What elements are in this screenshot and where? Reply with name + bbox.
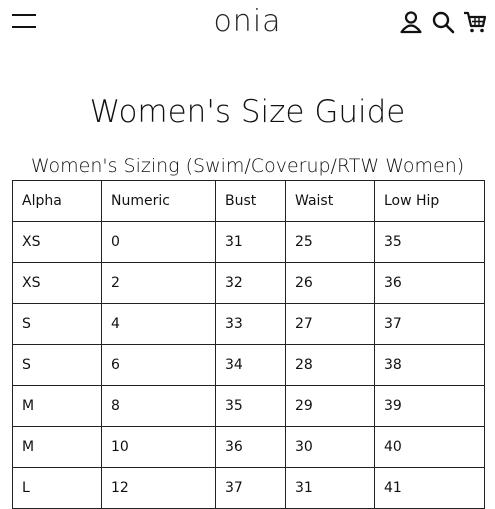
cell-alpha: M	[13, 427, 102, 468]
page-title: Women's Size Guide	[89, 94, 406, 130]
cell-bust: 37	[216, 468, 286, 509]
column-header-bust: Bust	[216, 181, 286, 222]
cell-alpha: S	[13, 345, 102, 386]
cell-low-hip: 36	[375, 263, 485, 304]
cell-low-hip: 38	[375, 345, 485, 386]
cell-waist: 28	[286, 345, 375, 386]
cell-waist: 29	[286, 386, 375, 427]
column-header-waist: Waist	[286, 181, 375, 222]
cell-alpha: M	[13, 386, 102, 427]
search-icon[interactable]	[431, 10, 455, 34]
cell-bust: 34	[216, 345, 286, 386]
size-table	[12, 180, 485, 509]
column-header-low-hip: Low Hip	[375, 181, 485, 222]
table-row	[13, 345, 485, 386]
cell-low-hip: 40	[375, 427, 485, 468]
table-row	[13, 304, 485, 345]
cell-low-hip: 41	[375, 468, 485, 509]
table-row	[13, 468, 485, 509]
site-header	[0, 0, 495, 50]
table-row	[13, 427, 485, 468]
cell-alpha: XS	[13, 263, 102, 304]
cell-low-hip: 35	[375, 222, 485, 263]
cell-bust: 31	[216, 222, 286, 263]
cell-waist: 25	[286, 222, 375, 263]
cell-numeric: 2	[102, 263, 216, 304]
cell-numeric: 0	[102, 222, 216, 263]
table-row	[13, 386, 485, 427]
cell-waist: 27	[286, 304, 375, 345]
cart-icon[interactable]	[463, 10, 487, 34]
cell-bust: 36	[216, 427, 286, 468]
cell-waist: 30	[286, 427, 375, 468]
table-header-row	[13, 181, 485, 222]
cell-low-hip: 37	[375, 304, 485, 345]
table-row	[13, 222, 485, 263]
cell-alpha: XS	[13, 222, 102, 263]
header-icons	[399, 10, 487, 34]
cell-waist: 31	[286, 468, 375, 509]
column-header-alpha: Alpha	[13, 181, 102, 222]
column-header-numeric: Numeric	[102, 181, 216, 222]
cell-numeric: 10	[102, 427, 216, 468]
cell-low-hip: 39	[375, 386, 485, 427]
cell-numeric: 12	[102, 468, 216, 509]
cell-alpha: L	[13, 468, 102, 509]
cell-numeric: 4	[102, 304, 216, 345]
cell-numeric: 8	[102, 386, 216, 427]
cell-numeric: 6	[102, 345, 216, 386]
table-row	[13, 263, 485, 304]
cell-bust: 33	[216, 304, 286, 345]
table-caption: Women's Sizing (Swim/Coverup/RTW Women)	[30, 155, 465, 177]
cell-bust: 32	[216, 263, 286, 304]
account-icon[interactable]	[399, 10, 423, 34]
cell-waist: 26	[286, 263, 375, 304]
cell-bust: 35	[216, 386, 286, 427]
cell-alpha: S	[13, 304, 102, 345]
site-logo[interactable]: onia	[213, 4, 282, 39]
